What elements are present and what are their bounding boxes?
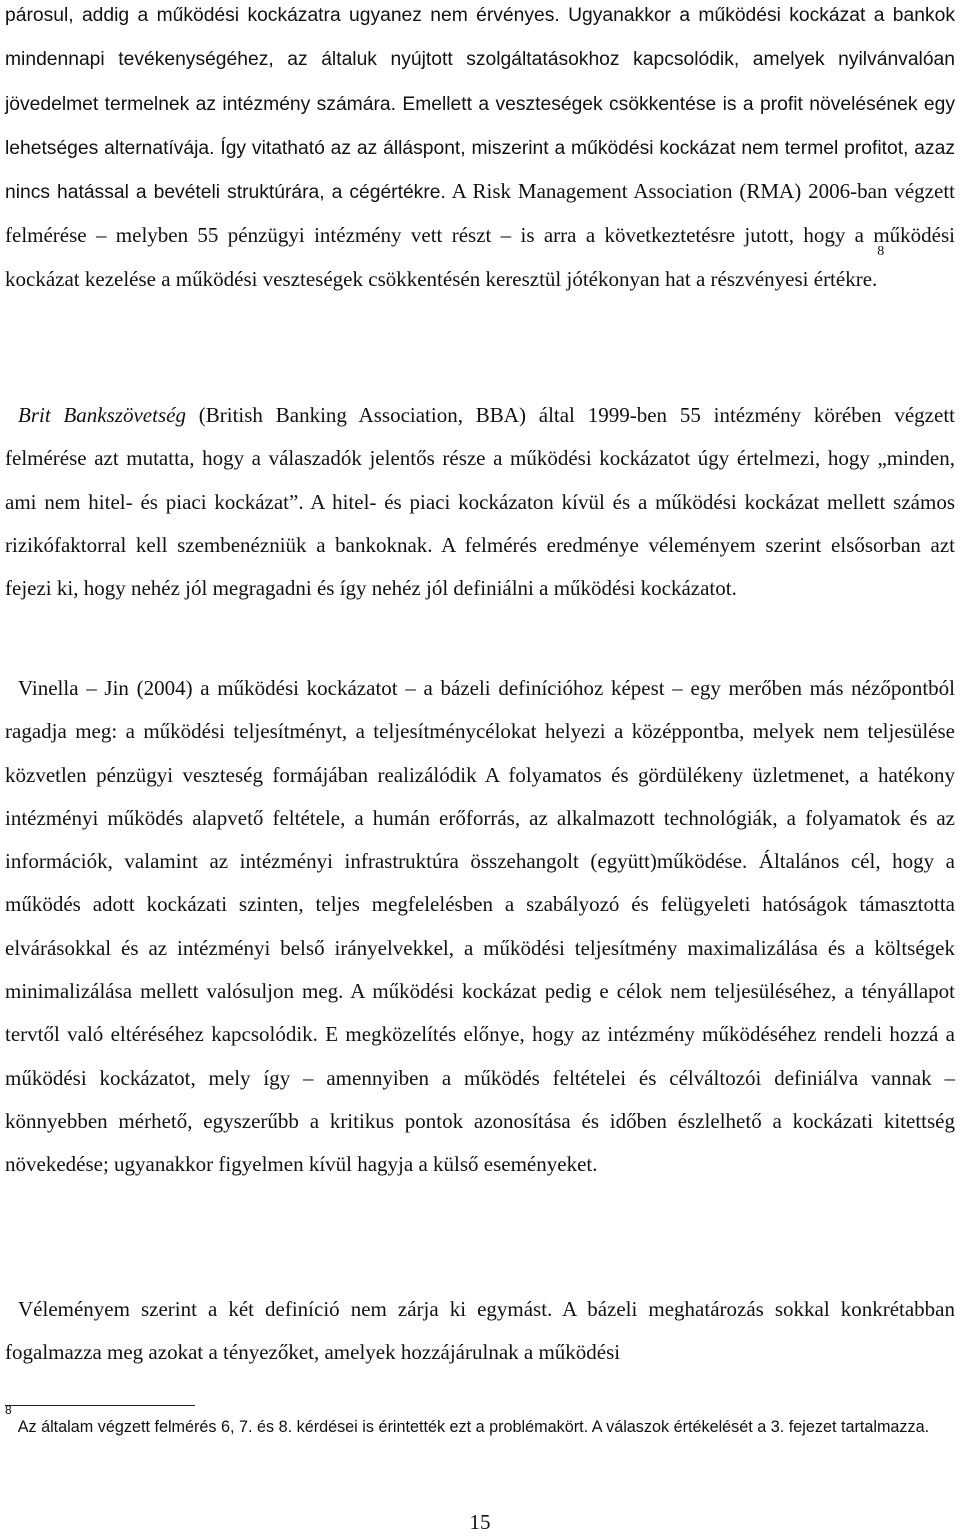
paragraph-vinella-jin bbox=[5, 667, 955, 1187]
paragraph-text: Véleményem szerint a két definíció nem zárja ki egymást. A bázeli meghatározás sokkal konkrétabban fogalmazza meg azokat a tényezőket, amelyek hozzájárulnak a működési bbox=[5, 1297, 955, 1365]
footnote bbox=[5, 1403, 955, 1440]
footnote-reference[interactable]: 8 bbox=[877, 243, 885, 259]
footnote-text: Az általam végzett felmérés 6, 7. és 8. kérdései is érintették ezt a problémakört. A válaszok értékelését a 3. fejezet tartalmazza. bbox=[17, 1418, 930, 1436]
footnote-separator bbox=[5, 1405, 195, 1406]
paragraph-text: (British Banking Association, BBA) által 1999-ben 55 intézmény körében végzett felmérése azt mutatta, hogy a válaszadók jelentős része a működési kockázatot úgy értelmezi, hogy „minden, ami nem hitel- és piaci kockázat”. A hitel- és piaci kockázaton kívül és a működési kockázat mellett számos rizikófaktorral kell szembenézniük a bankoknak. A felmérés eredménye véleményem szerint elsősorban azt fejezi ki, hogy nehéz jól megragadni és így nehéz jól definiálni a működési kockázatot. bbox=[5, 403, 955, 601]
footnote-number: 8 bbox=[5, 1403, 12, 1417]
paragraph-bba-survey bbox=[5, 394, 955, 610]
paragraph-definitions-opinion bbox=[5, 1288, 955, 1375]
paragraph-text: Vinella – Jin (2004) a működési kockázatot – a bázeli definícióhoz képest – egy merőben más nézőpontból ragadja meg: a működési teljesítményt, a teljesítménycélokat helyezi a középpontba, melyek nem teljesülése közvetlen pénzügyi veszteség formájában realizálódik A folyamatos és gördülékeny üzletmenet, a hatékony intézményi működés alapvető feltétele, a humán erőforrás, az alkalmazott technológiák, a folyamatok és az információk, valamint az intézményi infrastruktúra összehangolt (együtt)működése. Általános cél, hogy a működés adott kockázati szinten, teljes megfelelésben a szabályozó és felügyeleti hatóságok támasztotta elvárásokkal és az intézményi belső irányelvekkel, a működési teljesítmény maximalizálása és a költségek minimalizálása mellett valósuljon meg. A működési kockázat pedig e célok nem teljesüléséhez, a tényállapot tervtől való eltéréséhez kapcsolódik. E megközelítés előnye, hogy az intézmény működéséhez rendeli hozzá a működési kockázatot, mely így – amennyiben a működés feltételei és célváltozói definiálva vannak – könnyebben mérhető, egyszerűbb a kritikus pontok azonosítása és időben észlelhető a kockázati kitettség növekedése; ugyanakkor figyelmen kívül hagyja a külső eseményeket. bbox=[5, 676, 955, 1177]
paragraph-text: A Risk Management Association (RMA) 2006-ban végzett felmérése – melyben 55 pénzügyi intézmény vett részt – is arra a következtetésre jutott, hogy a működési kockázat kezelése a működési veszteségek csökkentésén keresztül jótékonyan hat a részvényesi értékre. bbox=[5, 179, 955, 291]
paragraph-operational-risk-profit bbox=[5, 0, 955, 301]
page-number: 15 bbox=[469, 1510, 491, 1534]
paragraph-text: párosul, addig a működési kockázatra ugyanez nem érvényes. Ugyanakkor a működési kockázat a bankok mindennapi tevékenységéhez, az általuk nyújtott szolgáltatásokhoz kapcsolódik, amelyek nyilvánvalóan jövedelmet termelnek az intézmény számára. Emellett a veszteségek csökkentése is a profit növelésének egy lehetséges alternatívája. Így vitatható az az álláspont, miszerint a működési kockázat nem termel profitot, azaz nincs hatással a bevételi struktúrára, a cégértékre. bbox=[5, 5, 955, 204]
italic-term: Brit Bankszövetség bbox=[18, 403, 186, 427]
